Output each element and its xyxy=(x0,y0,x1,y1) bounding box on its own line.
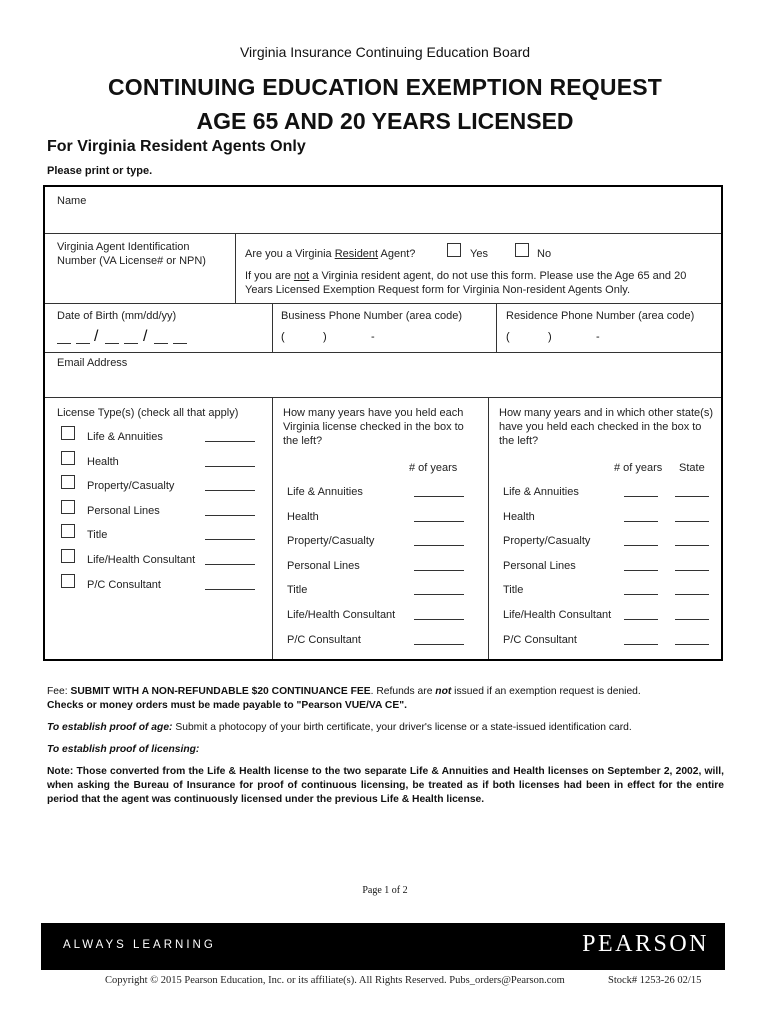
years-held-label: How many years have you held each Virginia license checked in the box to the left? xyxy=(283,407,464,447)
agent-id-label: Virginia Agent Identification Number (VA License# or NPN) xyxy=(57,241,206,267)
years-held-input[interactable] xyxy=(414,570,464,571)
license-type-line[interactable] xyxy=(205,515,255,516)
instruction-text: Please print or type. xyxy=(47,165,153,177)
license-type-line[interactable] xyxy=(205,441,255,442)
other-state-name-input[interactable] xyxy=(675,644,709,645)
residence-phone-label: Residence Phone Number (area code) xyxy=(506,310,695,322)
fee-note: Fee: SUBMIT WITH A NON-REFUNDABLE $20 CONTINUANCE FEE. Refunds are not issued if an exemption request is denied. xyxy=(47,686,641,697)
years-held-input[interactable] xyxy=(414,545,464,546)
other-state-years-input[interactable] xyxy=(624,521,658,522)
no-label: No xyxy=(537,248,552,260)
years-held-label-item: Title xyxy=(287,584,308,597)
other-state-years-input[interactable] xyxy=(624,496,658,497)
years-held-label-item: P/C Consultant xyxy=(287,633,361,646)
page-number: Page 1 of 2 xyxy=(362,885,408,896)
tagline: ALWAYS LEARNING xyxy=(63,939,216,951)
license-type-checkbox[interactable] xyxy=(61,500,75,514)
conversion-note: Note: Those converted from the Life & Health license to the two separate Life & Annuities and Health licenses on September 2, 2002, will, when asking the Bureau of Insurance for proof of continuous licensing, be treated as if both licenses had been in effect for the entire period that the agent was continuously licensed under the previous Life & Health license. xyxy=(47,766,724,805)
other-state-label-item: Personal Lines xyxy=(503,559,576,572)
footer-banner xyxy=(41,923,725,970)
dob-label: Date of Birth (mm/dd/yy) xyxy=(57,310,177,322)
license-type-line[interactable] xyxy=(205,490,255,491)
years-held-input[interactable] xyxy=(414,644,464,645)
license-type-checkbox[interactable] xyxy=(61,451,75,465)
other-state-name-input[interactable] xyxy=(675,594,709,595)
other-state-years-input[interactable] xyxy=(624,644,658,645)
years-held-label-item: Life & Annuities xyxy=(287,486,363,498)
license-type-label: Title xyxy=(87,529,108,542)
license-type-label: Property/Casualty xyxy=(87,480,175,493)
proof-of-age: To establish proof of age: Submit a photocopy of your birth certificate, your driver's license or a state-issued identification card. xyxy=(47,722,632,733)
years-held-label-item: Health xyxy=(287,510,319,523)
other-state-name-input[interactable] xyxy=(675,521,709,522)
copyright: Copyright © 2015 Pearson Education, Inc. or its affiliate(s). All Rights Reserved. Pubs_orders@Pearson.com xyxy=(105,975,565,986)
other-state-label-item: P/C Consultant xyxy=(503,633,577,646)
email-field[interactable] xyxy=(47,373,719,395)
other-state-name-input[interactable] xyxy=(675,496,709,497)
license-type-line[interactable] xyxy=(205,589,255,590)
resident-question: Are you a Virginia Resident Agent? xyxy=(245,248,416,260)
state-column-header: State xyxy=(679,462,705,474)
board-name: Virginia Insurance Continuing Education Board xyxy=(239,44,531,60)
license-type-line[interactable] xyxy=(205,539,255,540)
fee-payable-note: Checks or money orders must be made payable to "Pearson VUE/VA CE". xyxy=(47,700,407,711)
dob-field[interactable] xyxy=(57,327,217,347)
other-state-label-item: Life & Annuities xyxy=(503,486,579,498)
license-types-label: License Type(s) (check all that apply) xyxy=(57,407,239,419)
proof-of-licensing-label: To establish proof of licensing: xyxy=(47,744,200,755)
residence-phone-field[interactable]: ( ) - xyxy=(506,331,600,343)
license-type-line[interactable] xyxy=(205,564,255,565)
years-column-header: # of years xyxy=(409,462,458,474)
license-type-label: Life/Health Consultant xyxy=(87,554,196,566)
years-held-label-item: Property/Casualty xyxy=(287,535,375,548)
other-state-name-input[interactable] xyxy=(675,570,709,571)
agent-id-field[interactable] xyxy=(47,271,233,301)
other-state-years-input[interactable] xyxy=(624,594,658,595)
other-state-label-item: Title xyxy=(503,584,524,597)
years-held-label-item: Life/Health Consultant xyxy=(287,609,396,621)
license-type-checkbox[interactable] xyxy=(61,549,75,563)
form-title-line1: CONTINUING EDUCATION EXEMPTION REQUEST xyxy=(107,74,663,100)
pearson-logo: PEARSON xyxy=(582,931,709,957)
license-type-line[interactable] xyxy=(205,466,255,467)
years-held-input[interactable] xyxy=(414,594,464,595)
yes-label: Yes xyxy=(470,248,488,260)
resident-note: If you are not a Virginia resident agent, do not use this form. Please use the Age 65 and 20 Years Licensed Exemption Request form for Virginia Non-resident Agents Only. xyxy=(245,270,687,296)
years-held-input[interactable] xyxy=(414,619,464,620)
years-held-input[interactable] xyxy=(414,496,464,497)
resident-no-checkbox[interactable] xyxy=(515,243,529,257)
other-state-years-input[interactable] xyxy=(624,545,658,546)
other-state-name-input[interactable] xyxy=(675,619,709,620)
stock-number: Stock# 1253-26 02/15 xyxy=(608,975,702,986)
years-held-input[interactable] xyxy=(414,521,464,522)
other-state-years-input[interactable] xyxy=(624,570,658,571)
license-type-label: P/C Consultant xyxy=(87,578,161,591)
license-type-checkbox[interactable] xyxy=(61,524,75,538)
other-states-label: How many years and in which other state(s) have you held each checked in the box to the left? xyxy=(499,407,713,447)
exemption-form xyxy=(43,185,723,661)
dob-separator: / xyxy=(143,328,148,345)
other-state-label-item: Property/Casualty xyxy=(503,535,591,548)
other-years-column-header: # of years xyxy=(614,462,663,474)
business-phone-label: Business Phone Number (area code) xyxy=(281,310,462,322)
form-title-line2: AGE 65 AND 20 YEARS LICENSED xyxy=(196,108,574,134)
other-state-label-item: Life/Health Consultant xyxy=(503,609,612,621)
license-type-checkbox[interactable] xyxy=(61,475,75,489)
other-state-years-input[interactable] xyxy=(624,619,658,620)
license-type-label: Health xyxy=(87,455,119,468)
license-type-checkbox[interactable] xyxy=(61,426,75,440)
business-phone-field[interactable]: ( ) - xyxy=(281,331,375,343)
license-type-checkbox[interactable] xyxy=(61,574,75,588)
other-state-label-item: Health xyxy=(503,510,535,523)
form-subtitle: For Virginia Resident Agents Only xyxy=(47,138,306,155)
email-label: Email Address xyxy=(57,357,128,369)
name-field[interactable] xyxy=(45,209,721,231)
license-type-label: Personal Lines xyxy=(87,504,160,517)
resident-yes-checkbox[interactable] xyxy=(447,243,461,257)
license-type-label: Life & Annuities xyxy=(87,431,163,443)
other-state-name-input[interactable] xyxy=(675,545,709,546)
name-label: Name xyxy=(57,195,87,207)
years-held-label-item: Personal Lines xyxy=(287,559,360,572)
dob-separator: / xyxy=(94,328,99,345)
